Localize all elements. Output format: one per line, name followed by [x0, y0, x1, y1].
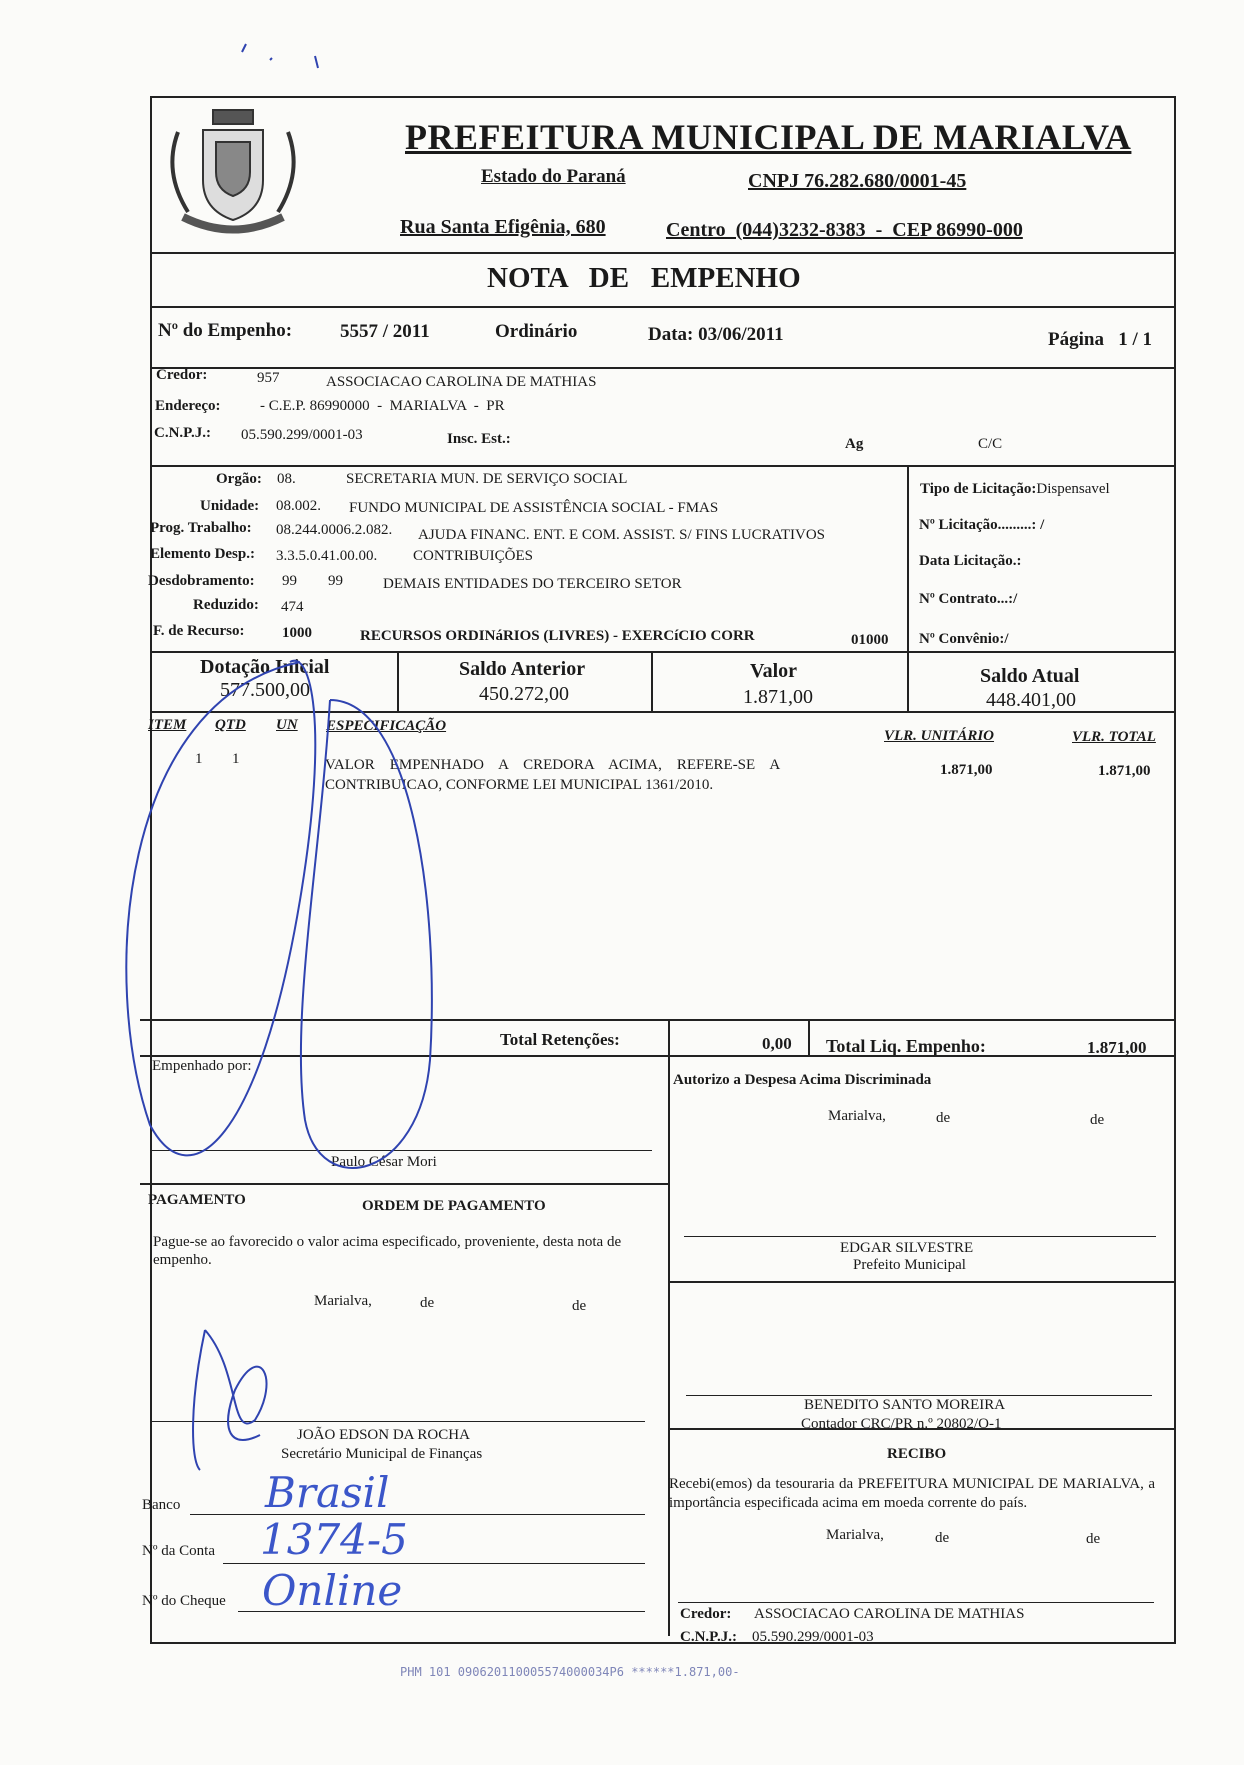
orgao-label: Orgão: — [216, 471, 262, 487]
orgao-name: SECRETARIA MUN. DE SERVIÇO SOCIAL — [346, 471, 628, 487]
empenho-date: Data: 03/06/2011 — [648, 324, 784, 345]
credor-label: Credor: — [156, 367, 208, 383]
pague-se-text: Pague-se ao favorecido o valor acima especificado, proveniente, desta nota de empenho. — [153, 1234, 622, 1268]
empenhado-por-label: Empenhado por: — [152, 1058, 252, 1074]
recibo-credor-name: ASSOCIACAO CAROLINA DE MATHIAS — [754, 1606, 1025, 1622]
dotacao-label: Dotação Inicial — [200, 656, 330, 678]
total-liquido-value: 1.871,00 — [1087, 1038, 1147, 1057]
cc-label: C/C — [978, 436, 1003, 452]
reduzido-label: Reduzido: — [193, 597, 259, 613]
recurso-name: RECURSOS ORDINáRIOS (LIVRES) - EXERCíCIO CORR — [360, 628, 755, 644]
autorizo-de-1: de — [936, 1110, 951, 1126]
secretario-name: JOÃO EDSON DA ROCHA — [297, 1427, 470, 1443]
desdobramento-name: DEMAIS ENTIDADES DO TERCEIRO SETOR — [383, 576, 682, 592]
licitacao-number: Nº Licitação.........: / — [919, 517, 1045, 533]
recibo-de-2: de — [1086, 1531, 1101, 1547]
pagamento-de-1: de — [420, 1295, 435, 1311]
recurso-code-2: 01000 — [851, 632, 889, 648]
empenho-number-label: Nº do Empenho: — [158, 320, 293, 341]
vlr-unitario-col-header: VLR. UNITÁRIO — [884, 728, 995, 744]
ag-label: Ag — [845, 436, 864, 452]
empenho-type: Ordinário — [495, 321, 578, 342]
valor-label: Valor — [750, 660, 798, 682]
item-qtd: 1 — [232, 751, 240, 767]
recibo-text: Recebi(emos) da tesouraria da PREFEITURA MUNICIPAL DE MARIALVA, a importância especificada acima em moeda corrente do país. — [669, 1476, 1155, 1511]
reduzido-value: 474 — [281, 599, 304, 615]
elemento-name: CONTRIBUIÇÕES — [413, 548, 534, 564]
unidade-code: 08.002. — [276, 498, 321, 514]
unidade-name: FUNDO MUNICIPAL DE ASSISTÊNCIA SOCIAL - FMAS — [349, 500, 719, 516]
municipal-crest-icon — [158, 102, 308, 242]
tipo-licitacao-label — [920, 481, 1110, 498]
credor-name: ASSOCIACAO CAROLINA DE MATHIAS — [326, 374, 597, 390]
prog-name: AJUDA FINANC. ENT. E COM. ASSIST. S/ FINS LUCRATIVOS — [418, 527, 825, 543]
item-especificacao-line-1: VALOR EMPENHADO A CREDORA ACIMA, REFERE-SE A — [325, 757, 781, 773]
valor-value: 1.871,00 — [743, 686, 813, 708]
recurso-label: F. de Recurso: — [153, 623, 245, 639]
un-col-header: UN — [276, 717, 298, 733]
total-retencoes-label: Total Retenções: — [500, 1030, 620, 1049]
pagamento-city: Marialva, — [314, 1293, 372, 1309]
convenio-number: Nº Convênio:/ — [919, 631, 1009, 647]
recibo-cnpj-label: C.N.P.J.: — [680, 1629, 737, 1645]
banco-handwritten: Brasil — [265, 1468, 390, 1517]
cnpj-label: C.N.P.J.: — [154, 425, 211, 441]
recibo-title: RECIBO — [887, 1446, 947, 1462]
recibo-de-1: de — [935, 1530, 950, 1546]
empenho-number: 5557 / 2011 — [340, 321, 430, 342]
recibo-city: Marialva, — [826, 1527, 884, 1543]
desdobramento-code-1: 99 — [282, 573, 297, 589]
cheque-handwritten: Online — [262, 1566, 403, 1615]
conta-label: Nº da Conta — [142, 1543, 215, 1559]
header-cnpj: CNPJ 76.282.680/0001-45 — [748, 170, 967, 192]
banco-label: Banco — [142, 1497, 181, 1513]
endereco-label: Endereço: — [155, 398, 221, 414]
saldo-anterior-label: Saldo Anterior — [459, 658, 586, 680]
dotacao-value: 577.500,00 — [220, 679, 310, 701]
desdobramento-code-2: 99 — [328, 573, 343, 589]
data-licitacao: Data Licitação.: — [919, 553, 1022, 569]
contador-name: BENEDITO SANTO MOREIRA — [804, 1397, 1006, 1413]
item-unit-value: 1.871,00 — [940, 762, 993, 778]
footer-code: PHM 101 090620110005574000034P6 ******1.871,00- — [400, 1665, 740, 1679]
secretario-title: Secretário Municipal de Finanças — [281, 1446, 483, 1462]
state-label: Estado do Paraná — [481, 166, 626, 187]
prog-label: Prog. Trabalho: — [150, 520, 252, 536]
qtd-col-header: QTD — [215, 717, 246, 733]
header-district-phone: Centro (044)3232-8383 - CEP 86990-000 — [666, 219, 1023, 241]
pagamento-de-2: de — [572, 1298, 587, 1314]
endereco-value: - C.E.P. 86990000 - MARIALVA - PR — [260, 398, 505, 414]
autorizo-city: Marialva, — [828, 1108, 886, 1124]
elemento-code: 3.3.5.0.41.00.00. — [276, 548, 378, 564]
prefeito-name: EDGAR SILVESTRE — [840, 1240, 974, 1256]
item-total-value: 1.871,00 — [1098, 763, 1151, 779]
document-type-title: NOTA DE EMPENHO — [487, 262, 801, 294]
prefeito-title: Prefeito Municipal — [853, 1257, 966, 1273]
autorizo-label: Autorizo a Despesa Acima Discriminada — [673, 1072, 932, 1088]
recurso-code: 1000 — [282, 625, 312, 641]
recibo-credor-label: Credor: — [680, 1606, 732, 1622]
tipo-licitacao-key: Tipo de Licitação: — [920, 481, 1037, 497]
total-liquido-label: Total Liq. Empenho: — [826, 1036, 986, 1056]
item-number: 1 — [195, 751, 203, 767]
saldo-atual-label: Saldo Atual — [980, 665, 1080, 687]
header-address: Rua Santa Efigênia, 680 — [400, 216, 606, 238]
empenhado-por-name: Paulo César Mori — [331, 1154, 437, 1170]
pagamento-label: PAGAMENTO — [148, 1192, 246, 1208]
elemento-label: Elemento Desp.: — [150, 546, 255, 562]
saldo-atual-value: 448.401,00 — [986, 689, 1076, 711]
cheque-label: Nº do Cheque — [142, 1593, 226, 1609]
contrato-number: Nº Contrato...:/ — [919, 591, 1018, 607]
vlr-total-col-header: VLR. TOTAL — [1072, 729, 1156, 745]
top-marks — [242, 44, 318, 68]
conta-handwritten: 1374-5 — [260, 1515, 408, 1564]
credor-code: 957 — [257, 370, 280, 386]
insc-est-label: Insc. Est.: — [447, 431, 511, 447]
page-number: Página 1 / 1 — [1048, 329, 1152, 350]
especificacao-col-header: ESPECIFICAÇÃO — [326, 718, 447, 734]
contador-title: Contador CRC/PR n.º 20802/O-1 — [801, 1416, 1002, 1432]
saldo-anterior-value: 450.272,00 — [479, 683, 569, 705]
desdobramento-label: Desdobramento: — [148, 573, 255, 589]
page-title: PREFEITURA MUNICIPAL DE MARIALVA — [405, 117, 1132, 157]
tipo-licitacao-value: Dispensavel — [1036, 481, 1110, 497]
item-col-header: ITEM — [148, 717, 187, 733]
item-especificacao-line-2: CONTRIBUICAO, CONFORME LEI MUNICIPAL 1361/2010. — [325, 777, 714, 793]
total-retencoes-value: 0,00 — [762, 1034, 792, 1053]
orgao-code: 08. — [277, 471, 296, 487]
ordem-pagamento-label: ORDEM DE PAGAMENTO — [362, 1198, 546, 1214]
prog-code: 08.244.0006.2.082. — [276, 522, 393, 538]
recibo-cnpj-value: 05.590.299/0001-03 — [752, 1629, 874, 1645]
unidade-label: Unidade: — [200, 498, 260, 514]
cnpj-value: 05.590.299/0001-03 — [241, 427, 363, 443]
autorizo-de-2: de — [1090, 1112, 1105, 1128]
